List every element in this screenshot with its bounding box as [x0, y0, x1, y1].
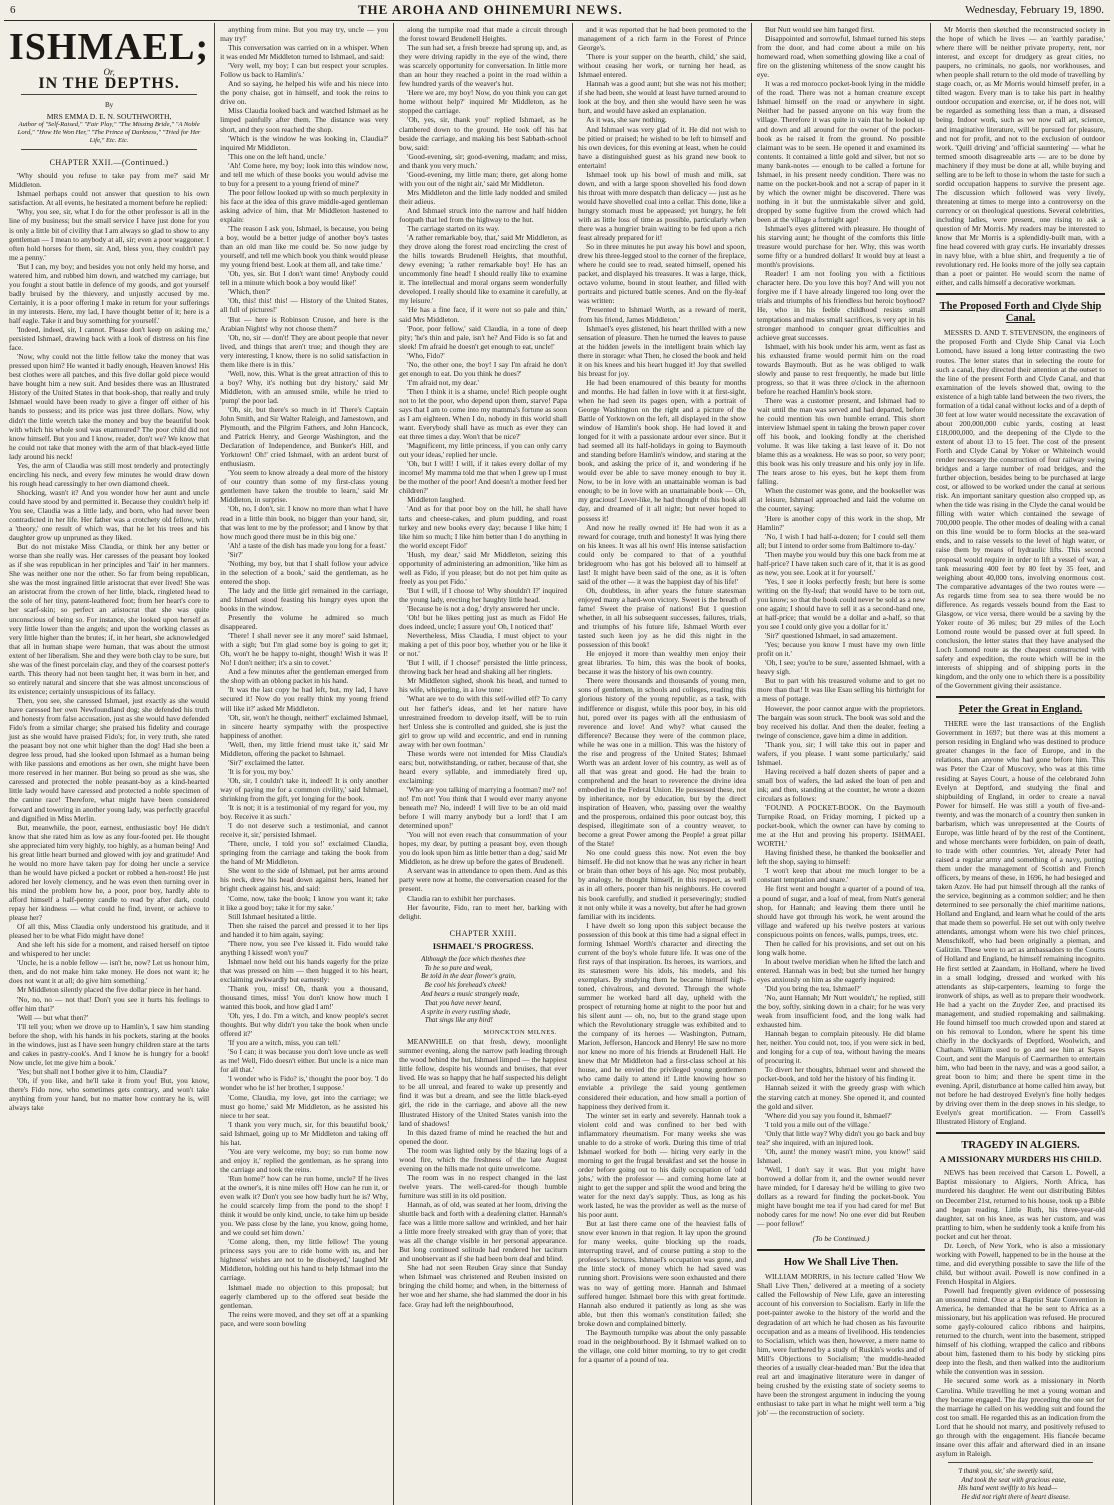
- paragraph: Ishmael's eyes glistened, his heart thrilled with a new sensation of pleasure. Then he turned the leaves to pause at the hidden jewels in the intelligent brain which lay there in storage: what Then, he closed the book and held it on his knees and his heart hugged it! Joy that swelled his breast for joy.: [578, 323, 747, 378]
- verse-line: His hand went swiftly to his head—: [958, 1484, 1058, 1493]
- paragraph: 'FOUND. A POCKET-BOOK. On the Baymouth Turnpike Road, on Friday morning, I picked up a pocket-book, which the owner can have by coming to me at the Hut and proving his property. ISHMAEL WORTH.': [757, 803, 926, 849]
- section-divider: [757, 1249, 925, 1251]
- paragraph: THERE were the last transactions of the English Government in 1697; but there was at this moment a person residing in England who was destined to produce greater changes in the face of Europe, and in the relations, than anyone who had gone before him. This was Peter the Czar of Muscovy, who was at this time residing at Sayes Court, a house of the celebrated John Evelyn at Deptford, and studying the final and shipbuilding of England, in order to create a naval Power for himself. He was still a youth of five-and-twenty, and was the monarch of a country then sunken in barbarism, which was unrepresented at the Courts of Europe, was little heard of by the rest of the Continent, and whose merchants were forbidden, on pain of death, to trade with other countries. Yet, already Peter had raised a regular army and something of a navy, putting them under the management of Scottish and French officers, by means of these, in 1696, he had besieged and taken Azov. He had put himself through all the ranks of the service, beginning as a common soldier; and he then determined to see personally the chief maritime nations, Holland and England, and learn what he could of the arts that made them so powerful. He set out with only twelve attendants, amongst whom were his two chief princes, Menschikoff, who had been originally a pieman, and Galitzin. These were to act as ambassadors to the Courts of Holland and England, he himself remaining incognito. He first settled at Zaandam, in Holland, where he lived in a small lodging, dressed and worked with his attendants as ship-carpenters, learning to forge the ironwork of ships, as well as to prepare their woodwork. He had a yacht on the Zuyder Zee, and practised its management, and studied ropemaking and sailmaking. He found himself too much crowded upon and stared at on his removal to London, where he spent his time chiefly in the dockyards of Deptford, Woolwich, and Chatham. William used to go and see him at Sayes Court, and sent the Marquis of Caermarthen to entertain him, who had been in the navy, and was a good sailor, a great boon to him; and there he spent time in the evening. April, disturbance at home called him away, but not before he had destroyed Evelyn's fine holly hedges by driving over them in the deep snows in his sledge, to Evelyn's great mortification. — From Cassell's Illustrated History of England.: [936, 719, 1105, 1127]
- paragraph: But at last there came one of the heaviest falls of snow ever known in that region. It lay upon the ground for many weeks, quite blocking up the roads, interrupting travel, and of course putting a stop to the professor's lectures. Ishmael's occupation was gone, and the little stock of money which he had saved was running short. Provisions were soon exhausted and there was no way of getting more. Hannah and Ishmael suffered hunger. Ishmael bore this with great fortitude. Hannah also endured it patiently as long as she was able, but then this woman's constitution failed; she broke down and complained bitterly.: [578, 1219, 747, 1328]
- paragraph: Ishmael perhaps could not answer that question to his own satisfaction. At all events, he hesitated a moment before he replied:: [9, 189, 210, 208]
- paragraph: 'You are very welcome, my boy; so run home now and enjoy it,' replied the gentleman, as he sprang into the carriage and took the reins.: [220, 1146, 389, 1174]
- section-divider: [936, 293, 1105, 295]
- paragraph: 'There is your supper on the hearth, child,' she said, without ceasing her work, or turning her head, as Ishmael entered.: [578, 52, 747, 80]
- paragraph: 'No, aunt Hannah; Mr Nutt wouldn't,' he replied, still the boy, softly, sinking down in a chair; for he was very weak from insufficient food, and the long walk had exhausted him.: [757, 993, 926, 1030]
- article-body: [578, 25, 746, 1364]
- paragraph: 'Ah! a taste of the dish has made you long for a feast.': [228, 540, 387, 550]
- paragraph: 'It is not; it is a testimonial of my regard for you, my boy. Receive it as such.': [220, 803, 389, 822]
- paragraph: 'This one on the left hand, uncle.': [228, 151, 327, 161]
- paragraph: 'Oh, I see; you're to be sure,' assented Ishmael, with a heavy sigh.: [757, 658, 926, 677]
- paragraph: 'Here is another copy of this work in the shop, Mr Hamlin?': [757, 513, 926, 532]
- paragraph: Mr Middleton silently placed the five dollar piece in her hand.: [17, 985, 202, 995]
- verse-line: 'I thank you, sir,' she sweetly said,: [958, 1466, 1053, 1475]
- paragraph: To divert her thoughts, Ishmael went and showed the pocket-book, and told her the history of his finding it.: [757, 1065, 926, 1084]
- paragraph: Presently the volume he admired so much disappeared.: [220, 613, 389, 632]
- paragraph: The room was lighted only by the blazing logs of a wood fire, which the freshness of the late August evening on the hills made not quite unwelcome.: [399, 1145, 568, 1173]
- paragraph: 'Which is the window he was looking in, Claudia?' inquired Mr Middleton.: [220, 133, 389, 152]
- paragraph: 'Good-evening, my little man; there, get along home with you out of the night air,' said Mr Middleton.: [399, 169, 568, 188]
- paragraph: 'Because he is not a dog,' dryly answered her uncle.: [407, 604, 560, 613]
- poem-attribution: MONCKTON MILNES.: [483, 1029, 558, 1037]
- verse-line: He did not right there of heart disease.: [958, 1493, 1071, 1502]
- paragraph: Powell had frequently given evidence of possessing an unsound mind. Once at a Baptist State Convention in America, he demanded that he be sent to Africa as a missionary, but his application was refused. He procured some gayly-coloured calico ribbons and hairpins, returned to the church, went into the basement, stripped himself of his clothing, wrapped the calico and ribbons about him, fastened them to his body by sticking pins deep into the flesh, and then walked into the auditorium while the convention was in session.: [936, 1286, 1105, 1377]
- paragraph: Dr. Leech, of New York, who is also a missionary working with Powell, happened to be in the house at the time, and did everything possible to save the life of the child, but without avail. Powell is now confined in a French Hospital in Algiers.: [936, 1240, 1105, 1286]
- paragraph: These words were not intended for Miss Claudia's ears; but, notwithstanding, or rather, because of that, she heard every syllable, and immediately fired up, exclaiming:: [399, 748, 568, 785]
- paragraph: 'But I will, if I choose to! Why shouldn't I?' inquired the young lady, erecting her haughty little head.: [399, 585, 568, 604]
- paragraph: 'I told you a mile out of the village.': [765, 1119, 871, 1129]
- paragraph: 'Run home?' how can he run home, uncle? If he lives at the owner's, it is nine miles off! How can he run it, or even walk it? Don't you see how badly hurt he is? Why, he could scarcely limp from the pond to the shop! I think it would be only kind, uncle, to take him up beside you. We pass close by the lane, you know, going home, and we could set him down.': [220, 1173, 389, 1238]
- section-heading-algiers: TRAGEDY IN ALGIERS.: [961, 1140, 1080, 1152]
- paragraph: 'A rather remarkable boy, that,' said Mr Middleton, as they drove along the forest road encircling the crest of the hills towards Brudenell Heights, that mouthful, dewy evening; 'a rather remarkable boy! He has an uncommonly fine head! I should really like to examine it. The intellectual and moral organs seem wonderfully developed. I really should like to examine it carefully, at my leisure.': [399, 233, 568, 306]
- paragraph: Ishmael made no objection to this proposal; but eagerly clambered up to the offered seat beside the gentleman.: [220, 1282, 389, 1310]
- paragraph: 'He has a fine face, if it were not so pale and thin,' said Mrs Middleton.: [399, 305, 568, 324]
- paragraph: 'Only that little way? Why didn't you go back and buy tea?' she inquired, with an injured look.: [757, 1128, 926, 1147]
- paragraph: 'Well, I don't say it was. But you might have borrowed a dollar from it, and the owner would never have minded, for I daresay he'd be willing to give two dollars as a reward for finding the pocket-book. You might have bought me tea if you had cared for me! But nobody cares for me now! No one ever did but Reuben — poor fellow!': [757, 1164, 926, 1229]
- paragraph: He enjoyed it more than wealthy men enjoy their great libraries. To him, this was the book of books, because it was the history of his own country.: [578, 649, 747, 677]
- paragraph: 'Oh, no, I don't, sir. I know no more than what I have read in a little thin book, no bigger than your hand, sir, that was lent to me by the professor; and I know by that how much good there must be in this big one.': [220, 504, 389, 541]
- byline-by: By: [104, 101, 114, 110]
- paragraph: Reader! I am not fooling you with a fictitious character here. Do you love this boy? And will you not forgive me if I have already lingered too long over the trials and triumphs of his friendless but heroic boyhood? He, who in his feeble childhood resists small temptations and makes small sacrifices, is very apt in his stronger manhood to conquer great difficulties and achieve great successes.: [757, 269, 926, 342]
- paragraph: Mr Morris then sketched the reconstructed society in the hope of which he lives — an 'earthly paradise,' where there will be neither private property, rent, nor interest, and except for drudgery as great cities, no paupers, no criminals, no gaols, nor workhouses, and when people shall return to the old mode of travelling by stage coach, or, as Mr Morris would himself prefer, in a tilted wagon. Every man is to take his part in healthy outdoor occupation and exercise, or, if he does not, will be regarded as something less than a man, a diseased being. Indoor work, such as we now call art, science, and imaginative literature, will be pursued for pleasure, and not for profit, and not to the exclusion of outdoor work. 'Quill driving' and 'official sauntering' — what he termed smooth disagreeable arts — are to be done by machinery if they must be done at all, while buying and selling are to be left to those in whom the taste for such a sordid occupation happens to survive the present age. The discussion which followed was very lively, threatening at times to merge into a controversy on the currency or on theological questions. Several celebrities, including ladies, were present, one rising to ask a question of Mr Morris. My readers may be interested to know that Mr Morris is a splendidly-built man, with a fine head covered with gray curls. He invariably dresses in navy blue, with a blue shirt, and frequently a tie of revolutionary red. He looks more of the jolly sea captain than a poet or painter. He would scorn the name of either, and calls himself a decorative workman.: [936, 25, 1105, 288]
- paragraph: 'I wonder who is Fido? is,' thought the poor boy. 'I do wonder who he is! her brother, I suppose.': [220, 1074, 389, 1093]
- verse-line: That you have never heard,: [421, 998, 502, 1007]
- paragraph: 'No, no, no — not that! Don't you see it hurts his feelings to offer him that?': [9, 994, 210, 1013]
- paragraph: The carriage started on its way.: [407, 224, 500, 234]
- paragraph: Then, you see, she caressed Ishmael, just exactly as she would have caressed her own Newfoundland dog; she defended his truth and honesty from false accusation, just as she would have defended Fido's from a similar charge; she praised his fidelity and courage just as she would have praised Fido's; for, in very truth, she rated the peasant boy not one whit higher than the dog! Had she been a degree less proud, had she looked upon Ishmael as a human being with like passions and emotions as her own, she might have been more reserved in her manner. But being so proud as she was, she caressed and protected the noble peasant-boy as a kind-hearted little lady would have caressed and protected a noble specimen of the canine race! Therefore, what might have been considered forward and towering in another young lady, was perfectly graceful and dignified in Miss Merlin.: [9, 695, 210, 823]
- paragraph: And so saying, he helped his wife and his niece into the pony chaise, got in himself, and took the reins to drive on.: [220, 79, 389, 107]
- paragraph: 'Ah! Come here, my boy; look into this window now, and tell me which of these books you would advise me to buy for a present to a young friend of mine?': [220, 160, 389, 188]
- paragraph: 'Come, now, take the book; I know you want it; take it like a good boy; take it for my sake.': [220, 893, 389, 912]
- paragraph: along the turnpike road that made a circuit through the forest toward Brudenell Heights.: [399, 25, 568, 44]
- paragraph: 'Yes; but shall not I bother give it to him, Claudia?': [17, 1066, 168, 1076]
- paragraph: 'Oh, yes, sir. But I don't want time! Anybody could tell in a minute which book a boy would like!': [220, 269, 389, 288]
- paragraph: No one could guess this now. Not even the boy himself. He did not know that he was any richer in heart or brain than other boys of his age. No; most probably, by analogy, he thought himself, in this respect, as well as in all others, poorer than his neighbours. He covered his book carefully, and studied it perseveringly; studied it not only while it was a novelty, but after he had grown familiar with its incidents.: [578, 848, 747, 921]
- author-name: MRS EMMA D. E. N. SOUTHWORTH,: [46, 112, 172, 122]
- paragraph: 'I do not deserve such a testimonial, and cannot receive it, sir,' persisted Ishmael.: [220, 821, 389, 840]
- paragraph: Hannah seized it with the greedy grasp with which the starving catch at money. She opened it, and counted the gold and silver.: [757, 1083, 926, 1111]
- paragraph: This conversation was carried on in a whisper. When it was ended Mr Middleton turned to Ishmael, and said:: [220, 43, 389, 62]
- verse-line: Although the face which thenhes thee: [421, 954, 526, 963]
- article-body: [936, 25, 1105, 287]
- paragraph: 'Why, you see, sir, what I do for the other professor is all in the line of my business; but the small service I have just done for you is only a little bit of civility that I am always so glad to show to any gentleman — I mean to anybody at all, sir; even a poor waggoner. I often hold horses for them, sir. And, bless you, they couldn't pay me a penny.': [9, 207, 210, 262]
- chapter-subtitle: ISHMAEL'S PROGRESS.: [432, 940, 534, 951]
- paragraph: 'Presented to Ishmael Worth, as a reward of merit, from his friend, James Middleton.': [578, 305, 747, 324]
- paragraph: Her favourite, Fido, ran to meet her, barking with delight.: [399, 902, 568, 921]
- paragraph: 'I won't keep that about me much longer to be a constant temptation and snare.': [757, 866, 926, 885]
- paragraph: 'Well — but what then?': [17, 1012, 89, 1022]
- paragraph: Middleton laughed.: [407, 495, 465, 505]
- paragraph: Having received a half dozen sheets of paper and a small box of wafers, the lad asked the loan of pen and ink; and then, standing at the counter, he wrote a dozen circulars as follows:: [757, 766, 926, 803]
- article-body: [399, 1037, 567, 1308]
- paragraph: 'Oh, aunt! the money wasn't mine, you know!' said Ishmael.: [757, 1146, 926, 1165]
- column-5: [752, 23, 931, 1505]
- paragraph: It was a red morocco pocket-book lying in the middle of the road. There was not a human creature except Ishmael himself on the road or anywhere in sight. Neither had he passed anyone on his way from the village. Therefore it was quite in vain that he looked up and down and all around for the owner of the pocket-book as he raised it from the ground. No possible claimant was to be seen. He opened it and examined its contents. It contained a little gold and silver, but not so many bank-notes — enough to be called a fortune for Ishmael, in his present needy condition. There was no name on the pocket-book and not a scrap of paper in it by which the owner might be discovered. There was nothing in it but the unmistakable silver and gold, dropped by some fugitive from the crowd which had been at the village a fortnight ago!: [757, 79, 926, 224]
- paragraph: 'Did you bring the tea, Ishmael?': [765, 983, 861, 993]
- paragraph: 'You seem to know already a deal more of the history of our country than some of my first-class young gentlemen have taken the trouble to learn,' said Mr Middleton, in surprise.: [220, 468, 389, 505]
- story-title: ISHMAEL;: [9, 26, 210, 68]
- article-body: [757, 25, 925, 1228]
- article-body: [399, 25, 567, 921]
- paragraph: 'No, I wish I had half-a-dozen; for I could sell them all; but I intend to order some from Baltimore to-day.': [757, 531, 926, 550]
- paragraph: In about twelve meridian when he lifted the latch and entered. Hannah was in bed; but she turned her hungry eyes anxiously on him as she eagerly inquired:: [757, 956, 926, 984]
- paragraph: WILLIAM MORRIS, in his lecture called 'How We Shall Live Then,' delivered at a meeting of a society called the Fellowship of New Life, gave an interesting account of his conversion to Socialism. Early in life the poet-painter awoke to the history of the world and the degradation of art which he had chosen as his favourite occupation and as a means of livelihood. His tendencies to Socialism, which was then, however, a mere name to him, were furthered by a study of Ruskin's works and of Mill's Objections to Socialism; 'the muddle-headed theories of a usually clear-headed man.' But the idea that real art and imaginative literature were in danger of being crushed by the existing state of society seems to have been the strongest argument in inducing the young enthusiast to take part in what he might well term a 'big job' — the reconstruction of society.: [757, 1272, 926, 1417]
- paragraph: Ishmael's eyes glittered with pleasure. He thought of his starving aunt; he thought of the comforts this little treasure would purchase for her. Why, this was worth some fifty or a hundred dollars! It would buy at least a month's provisions.: [757, 224, 926, 270]
- page-number: 6: [10, 4, 16, 16]
- paragraph: 'What are we to do with this self-willed elf? To carry out her father's ideas, and let her nature have unrestrained freedom to develop itself, will be to ruin her! Unless she is controlled and guided, she is just the girl to grow up wild and eccentric, and end in running away with her own footman.': [399, 694, 568, 749]
- paragraph: Oh, doubtless, in after years the future statesman enjoyed many a hard-won victory. Sweet is the breath of fame! Sweet the praise of nations! But I question whether, in all his subsequent successes, failures, trials, and triumphs of his future life, Ishmael Worth ever tasted such keen joy as he did this night in the possession of this book!: [578, 585, 747, 650]
- paragraph: 'I'll tell you; when we drove up to Hamlin's, I saw him standing before the shop, with his hands in his pockets, staring at the books in the windows, just as I have seen hungry children stare at the tarts and cakes in pastry-cook's. And I know he is hungry for a book! Now uncle, let me give him a book.': [9, 1021, 210, 1067]
- article-body: [9, 171, 209, 1112]
- paragraph: 'Come along, then, my little fellow! The young princess says you are to ride home with us, and her highness' wishes are not to be disobeyed,' laughed Mr Middleton, holding out his hand to help Ishmael into the carriage.: [220, 1237, 389, 1283]
- paragraph: In this dazed frame of mind he reached the hut and opened the door.: [399, 1127, 568, 1146]
- paragraph: 'Yes; because you know I must have my own little profit on it.': [757, 640, 926, 659]
- paragraph: But do not mistake Miss Claudia, or think her any better or worse than she really was. Her caresses of the peasant boy looked as if she was republican in her principles and 'fair' in her manners. She was neither one nor the other. So far from being republican, she was the most ingrained little aristocrat that ever lived! She was an aristocrat from the crown of her little, black, ringleted head to the sole of her tiny, patent-leathered foot; from her heart's core to her scarf-skin; so perfect an aristocrat that she was quite unconscious of being so. For instance, she looked upon herself as very little lower than the angels; and upon the working classes as very little higher than the brutes; if, in her heart, she acknowledged that all in human shape were human, that was about the utmost extent of her liberalism. She and they were both clay to be sure, but she was of the finest porcelain clay, and they of the coarsest potter's earth. This theory had not been taught her, it was born in her, and so entirely natural and sincere that she was almost unconscious of its existence; certainly unsuspicious of its fallacy.: [9, 542, 210, 696]
- paragraph: 'But I will, if I choose!' persisted the little princess, throwing back her head and shaking all her ringlets.: [399, 658, 568, 677]
- paragraph: Then she raised the parcel and pressed it to her lips and handed it to him again, saying:: [220, 920, 389, 939]
- paragraph: 'Well, then, my little friend must take it,' said Mr Middleton, offering the packet to Ishmael.: [220, 739, 389, 758]
- paragraph: 'Oh! but he likes petting just as much as Fido! He does indeed, uncle; I assure you! Oh, I noticed that!': [399, 613, 568, 632]
- paragraph: 'There now, you see I've kissed it. Fido would take anything I kissed! won't you?': [220, 938, 389, 957]
- paragraph: 'Who are you talking of marrying a footman? me? no! no! I'm not! You think that I would ever marry anyone beneath me? No, indeed! I will live to be an old maid before I will marry anybody but a lord! that I am determined upon!': [399, 784, 568, 831]
- chapter-heading: CHAPTER XXII.—(Continued.): [49, 158, 169, 168]
- paragraph: When the customer was gone, and the bookseller was at leisure, Ishmael approached and laid the volume on the counter, saying:: [757, 486, 926, 514]
- paragraph: MESSRS D. AND T. STEVENSON, the engineers of the proposed Forth and Clyde Ship Canal via Loch Lomond, have issued a long letter contrasting the two routes. The letter states that in selecting the route for such a canal, they directed their attention at the outset to the line of the present Forth and Clyde Canal, and that examination of the levels showed that, owing to the existence of a high table land between the two rivers, the formation of a tidal canal without locks and of a depth of 30 feet at low water would necessitate the excavation of about 200,000,000 cubic yards, costing at least £18,000,000, and the deepening of the Clyde to the extent of about 13 to 15 feet. The cost of the present Forth and Clyde Canal by Yoker or Whiteinch would render necessary the construction of four railway swing bridges and a large number of road bridges, and the further objection, besides being to be purchased at large cost, or allowed to be worked under the canal at serious risk. An important sanitary question also cropped up, as when the tide was rising in the Clyde the canal would be filling with water which contained the sewage of 700,000 people. The other modes of dealing with a canal on this line would be to form blocks at the sea-ward ends, and to raise vessels to the level of high water, or raise them by means of hydraulic lifts. This second proposal would require in order to lift a vessel of war, a tank measuring 400 feet by 80 feet by 35 feet, and weighing about 40,000 tons, involving enormous cost. The comparative advantages of the two routes were — As regards time from sea to sea there would be no difference. As regards vessels bound from the East to Glasgow, or vice versa, there would be a saving by the Yoker route of 36 miles; but 29 miles of the Loch Lomond route would be passed over at full speed. In conclusion, the letter states that they have analysed the Loch Lomond route as the cheapest constructed with safety and expedition, the route which will be in the interests of shipping and of shipping ports in the kingdom, and the only one to which there is a possibility of the Government giving their assistance.: [936, 328, 1105, 691]
- paragraph: She went to the side of Ishmael, put her arms around his neck, drew his head down against hers, leaned her bright cheek against his, and said:: [220, 866, 389, 894]
- verse-line: And bears a music strangely made,: [421, 989, 520, 998]
- paragraph: 'No, the other one, the boy! I say I'm afraid he don't get enough to eat. Do you think he does?': [399, 359, 568, 378]
- paragraph: 'Magnificent, my little princess, if you can only carry out your ideas,' replied her uncle.: [399, 441, 568, 460]
- verse-line: Be cool his forehead's cheek!: [421, 981, 507, 990]
- column-2: [215, 23, 394, 1505]
- paragraph: 'But — here is Robinson Crusoe, and here is the Arabian Nights! why not choose them?': [220, 314, 389, 333]
- section-heading-peter: Peter the Great in England.: [958, 704, 1083, 716]
- column-6: [931, 23, 1110, 1505]
- verse-line: And took the seat with gracious ease,: [958, 1475, 1066, 1484]
- paragraph: And Ishmael was very glad of it. He did not wish to be pitied or praised; he wished to be left to himself and his own devices, for this evening at least, when he could have a distinguished guest as his grand new book to entertain!: [578, 124, 747, 170]
- paragraph: Ishmael took up his bowl of mush and milk, sat down, and with a large spoon shovelled his food down his throat with more despatch than delicacy — just as he would have shovelled coal into a cellar. This done, like a hungry stomach must be appeased; yet hungry, he felt with as little loss of time as possible, particularly when there was a hungrier brain waiting to be fed upon a rich feast already prepared for it!: [578, 169, 747, 243]
- paragraph: NEWS has been received that Carson L. Powell, a Baptist missionary to Algiers, North Africa, has murdered his daughter. He went out distributing Bibles on December 21st, returned to his house, took up a Bible and began reading. Little Ruth, his three-year-old daughter, sat on his knee, as was her custom, and was prattling to him, when he suddenly took a knife from his pocket and cut her throat.: [936, 1168, 1105, 1241]
- article-body: [936, 1168, 1105, 1458]
- paragraph: The sun had set, a fresh breeze had sprung up, and, as they were driving rapidly in the eye of the wind, there was scarcely opportunity for conversation. In little more than an hour they reached a point in the road within a few hundred yards of the weaver's hut.: [399, 43, 568, 89]
- paragraph: The Baymouth turnpike was about the only passable road in the neighbourhood. By it Ishmael walked on to the village, one cold bitter morning, to try to get credit for a quarter of a pound of tea.: [578, 1327, 747, 1364]
- divider: [21, 94, 197, 95]
- paragraph: 'Now, why could not the little fellow take the money that was pressed upon him? He wanted it badly enough, Heaven knows! His best clothes were all patches, and this five dollar gold piece would have bought him a new suit. And besides there was an Illustrated History of the United States in that book-shop, that really and truly Ishmael would have been ready to give a finger off either of his hands to possess; and its price was just three dollars. Now, why didn't the little wretch take the money and buy the beautiful book with which his whole soul was enamoured? The poor child did not know himself. But you and I know, reader, don't we? We know that he could not take that money with the arm of that black-eyed little lady around his neck!: [9, 352, 210, 461]
- column-3: [394, 23, 573, 1505]
- paragraph: Hannah was a good aunt; but she was not his mother; if she had been, she would at least have turned around to look at the boy, and then she would have seen he was hurt, and would have asked an explanation.: [578, 79, 747, 116]
- paragraph: Ishmael, with his book under his arm, went as fast as his exhausted frame would permit him on the road towards Baymouth. But as he was obliged to walk slowly and pause to rest frequently, he made but little progress, so that it was three o'clock in the afternoon before he reached Hamlin's book store.: [757, 341, 926, 396]
- paragraph: There was a customer present, and Ishmael had to wait until the man was served and had departed, before he could mention his own humble errand. This short interview Ishmael spent in taking the brown paper cover off his book, and looking fondly at the cherished volume. It was like taking a last leave of it. Do not blame this as a weakness. He was so poor, so very poor; this book was his only treasure and his only joy in life. The tears arose to his eyes, but he kept them from falling.: [757, 395, 926, 487]
- paragraph: But to part with his treasured volume and to get no more than that! It was like Esau selling his birthright for a mess of pottage.: [757, 676, 926, 704]
- article-body: [757, 1272, 925, 1417]
- paragraph: 'Good-evening, sir; good-evening, madam; and miss, and thank you very much.': [399, 151, 568, 170]
- paragraph: 'Oh, sir, I couldn't take it, indeed! It is only another way of paying me for a common civility,' said Ishmael, shrinking from the gift, yet longing for the book.: [220, 775, 389, 803]
- section-heading-how-we-shall-live: How We Shall Live Then.: [783, 1257, 899, 1269]
- paragraph: But, meanwhile, the poor, earnest, enthusiastic boy! He didn't know that she rated him as low as any four-footed pet. He thought she appreciated him very highly, too highly, as a human being! And his great little heart burned and glowed with joy and gratitude! And he would no more have taken pay for doing her uncle a service than he would have picked a pocket or robbed a hen-roost! He just adored her lovely clemency, and he was even then turning over in his mind the problem how he, a poor, poor boy, hardly able to afford himself a half-penny candle to read by after dark, could repay her kindness — what could he find, invent, or achieve to please her?: [9, 822, 210, 923]
- chapter-heading-2: CHAPTER XXIII.: [449, 928, 517, 938]
- paragraph: 'Well, now, this. What is the great attraction of this to a boy? Why, it's nothing but dry history,' said Mr Middleton, with an amused smile, while he tried to 'pump' the poor lad.: [220, 368, 389, 405]
- paragraph: 'It was the last copy he had left, but, my lad, I have secured it! Now do you really think my young friend will like it?' asked Mr Middleton.: [220, 685, 389, 713]
- paragraph: 'Oh, yes, sir, thank you!' replied Ishmael, as he clambered down to the ground. He took off his hat beside the carriage, and making his best Sabbath-school bow, said:: [399, 115, 568, 152]
- paragraph: 'Oh, if you like, and he'll take it from you! But, you know, there's Fido now, who sometimes gets contrary, and won't take anything from your hand, but no matter how contrary he is, will always take: [9, 1075, 210, 1113]
- paragraph: Yes, the arm of Claudia was still most tenderly and protectingly encircling his neck, and every few minutes he would draw down his rough head caressingly to her own diamond cheek.: [9, 460, 210, 488]
- paragraph: Then he called for his provisions, and set out on his long walk home.: [757, 938, 926, 957]
- paragraph: 'Oh, this! this! this! — History of the United States, all full of pictures!': [220, 296, 389, 315]
- columns: [4, 23, 1110, 1502]
- paragraph: 'Indeed, indeed, sir, I cannot. Please don't keep on asking me,' persisted Ishmael, drawing back with a look of distress on his fine face.: [9, 325, 210, 353]
- paragraph: 'There, uncle, I told you so!' exclaimed Claudia, springing from the carriage and taking the book from the hand of Mr Middleton.: [220, 839, 389, 867]
- column-4: [573, 23, 752, 1505]
- paragraph: Still Ishmael hesitated a little.: [228, 911, 317, 921]
- paragraph: 'If you are a witch, miss, you can tell.': [228, 1038, 341, 1048]
- paragraph: 'The reason I ask you, Ishmael, is because, you being a boy, would be a better judge of another boy's tastes than an old man like me could be. So now judge by yourself, and tell me which book you think would please my young friend best. Look at them all, and take time.': [220, 224, 389, 270]
- paragraph: 'Yes, I see it looks perfectly fresh; but here is some writing on the fly-leaf; that would have to be torn out, you know; so that the book could never be sold as a new one again; I should have to sell it as a second-hand one, at half-price; that would be a dollar and a-half, so that you see I could only give you a dollar for it.': [757, 576, 926, 632]
- paragraph: But Nutt would see him hanged first.: [765, 25, 875, 34]
- paragraph: 'Nothing, my boy, but that I shall follow your advice in the selection of a book,' said the gentleman, as he entered the shop.: [220, 558, 389, 586]
- paragraph: And she left his side for a moment, and raised herself on tiptoe and whispered to her uncle:: [9, 940, 210, 959]
- paragraph: 'Oh, but I will! I will, if it takes every dollar of my income! My mamma told me that when I grew up I must be the mother of the poor! And doesn't a mother feed her children?': [399, 459, 568, 496]
- paragraph: And a few minutes after the gentleman emerged from the shop with an oblong packet in his hand.: [220, 667, 389, 686]
- paragraph: A servant was in attendance to open them. And as this party were now at home, the conversation ceased for the present.: [399, 866, 568, 894]
- paragraph: 'Sir?': [228, 549, 243, 559]
- masthead: [4, 0, 1110, 21]
- section-subheading-algiers: A MISSIONARY MURDERS HIS CHILD.: [939, 1154, 1102, 1165]
- paragraph: Mr Middleton sighed, shook his head, and turned to his wife, whispering, in a low tone:: [399, 676, 568, 695]
- paragraph: However, the poor cannot argue with the proprietors. The bargain was soon struck. The book was sold and the boy received his dollar. And then the dealer, feeling a twinge of conscience, gave him a dime in addition.: [757, 703, 926, 740]
- section-divider: [936, 696, 1105, 698]
- paragraph: Having finished these, he thanked the bookseller and left the shop, saying to himself:: [757, 848, 926, 867]
- paragraph: 'Oh, yes, I do. I'm a witch, and know people's secret thoughts. But why didn't you take the book when uncle offered it?': [220, 1011, 389, 1039]
- paragraph: Shocking, wasn't it? And you wonder how her aunt and uncle could have stood by and permitted it. Because they couldn't help it! You see, Claudia was a little lady, and born, who had never been contradicted in her life. Her father was a crotchety old fellow, with a 'theory,' one result of which was, that he let his trees and his daughter grow up unpruned as they liked.: [9, 487, 210, 543]
- paragraph: The room was in no respect changed in the last twelve years. The well-cared-for though humble furniture was still in its old position.: [399, 1172, 568, 1200]
- paragraph: He had been enamoured of this beauty for months and months. He had fallen in love with it at first-sight, when he had seen its pages open, with a portrait of George Washington on the right and a picture of the Battle of Yorktown on the left, all displayed in the show window of Hamlin's book shop. He had loved it and longed for it with a passionate ardour ever since. But it had seemed all its half-holidays in going to Baymouth and standing before Hamlin's window, and staring at the book, and asking the price of it, and wondering if he would ever be able to save money enough to buy it. Now, to be in love with an unattainable woman is bad enough; to be in love with an unattainable book — Oh, my gracious! Lover-like, he had thought of this book all day, and dreamed of it all night; but never hoped to possess it!: [578, 377, 747, 523]
- paragraph: 'Sir?' exclaimed the latter.: [228, 757, 305, 767]
- story-subtitle: IN THE DEPTHS.: [38, 75, 180, 93]
- paragraph: Hannah began to complain piteously. He did blame her, neither. You could not, too, if you were sick in bed, and longing for a cup of tea, without having the means of procuring it.: [757, 1029, 926, 1066]
- paragraph: The winter set in early and severely. Hannah took a violent cold and was confined to her bed with inflammatory rheumatism. For many weeks she was unable to do a stroke of work. During this time of trial Ishmael worked for both — hiring very early in the morning to get the frugal breakfast and set the house in order before going out to his daily occupation of 'odd jobs,' with the professor — and coming home late at night to get the supper and split the wood and bring the water for the next day's supply. Thus, as long as his work lasted, he was the provider as well as the nurse of his poor aunt.: [578, 1110, 747, 1220]
- paragraph: 'Oh, sir, won't he though, neither!' exclaimed Ishmael, in sincere hearty sympathy with the prospective happiness of another.: [220, 712, 389, 740]
- paragraph: 'But I can, my boy; and besides you not only held my horse, and watered him, and rubbed him down, and watched my carriage, but you fought a stout battle in defence of my goods, and got yourself badly bruised by the thievery, and unjustly accused by me. Certainly, it is a poor offering I make in return for your sufferings in my interests. Here, my lad, I have thought better of it; here is a half eagle. Take it and buy something for yourself.': [9, 261, 210, 325]
- paragraph: There were thousands and thousands of young men, sons of gentlemen, in schools and colleges, reading this glorious history of the young republic, as a task, with indifference or disgust, while this poor boy, in his old hut, pored over its pages with all the enthusiasm of reverence and love! And why? what caused the difference? Because they were of the common place, while he was one in a million. This was the history of the rise and progress of the United States; Ishmael Worth was an ardent lover of his country, as well as of all that was great and good. He had the brain to comprehend and the heart to reverence the divine idea embodied in the Federal Union. He possessed these, not by inheritance, nor by education, but by the direct inspiration of Heaven, who, passing over the wealthy and the prosperous, ordained this poor outcast boy, this despised, illegitimate son of a country weaver, to become a great Power among the People! a great pillar of the State!: [578, 676, 747, 849]
- paragraph: MEANWHILE on that fresh, dewy, moonlight summer evening, along the narrow path leading through the wood behind the hut, Ishmael limped — the happiest little fellow, despite his wounds and bruises, that ever lived. He was so happy that he half suspected his delight to be all unreal, and feared to wake up presently and find it was but a dream, and see the little black-eyed girl, the ride in the carriage, and above all the new Illustrated History of the United States vanish into the land of shadows!: [399, 1037, 568, 1128]
- paragraph: And now he really owned it! He had won it as a reward for courage, truth and honesty! It was lying there on his knees. It was all his own! His intense satisfaction could only be compared to that of a youthful bridegroom who has got his beloved all to himself at last! It might have been said of the one, as it is 'often said of the other — it was the happiest day of his life!': [578, 522, 747, 586]
- paragraph: He secured some work as a missionary in North Carolina. While travelling he met a young woman and they became engaged. The day preceding the one set for the marriage he called on his wedding suit and found the cost too small. He regarded this as an indication from the Lord that he should not marry, and positively refused to go through with the engagement. His fiancée became insane over this affair and afterward died in an insane asylum in Raleigh.: [936, 1376, 1105, 1458]
- paragraph: 'Oh, no, sir — don't! They are about people that never lived, and things that aren't true; and though they are very interesting, I know, there is no solid satisfaction in them like there is in this.': [220, 332, 389, 369]
- paragraph: 'Thank you, sir; I will take this out in paper and wafers, if you please. I want some particularly,' said Ishmael.: [757, 739, 926, 767]
- closing-verse: [958, 1467, 1105, 1502]
- verse-line: That sings like any bird!: [421, 1016, 493, 1025]
- paragraph: The reins were moved, and they set off at a spanking pace, and were soon bowling: [220, 1309, 389, 1328]
- to-be-continued: (To be Continued.): [812, 1234, 870, 1244]
- paragraph: 'Why should you refuse to take pay from me?' said Mr Middleton.: [9, 171, 210, 190]
- paragraph: 'And as for that poor boy on the hill, he shall have tarts and cheese-cakes, and plum pudding, and roast turkey and new books every day; because I like him; I like him so much; I like him better than I do anything in the world except Fido!': [399, 504, 568, 550]
- paragraph: 'Hush, my dear,' said Mr Middleton, seizing this opportunity of administering an admonition, 'like him as well as Fido, if you please; but do not pet him quite as freely as you pet Fido.': [399, 549, 568, 586]
- paragraph: Claudia ran to exhibit her purchases.: [407, 893, 516, 903]
- paragraph: anything from mine. But you may try, uncle — you may try!': [220, 25, 389, 44]
- paragraph: Nevertheless, Miss Claudia, I must object to your making a pet of this poor boy, whether you or he like it or not.': [399, 631, 568, 659]
- paragraph: 'So I can; it was because you don't love uncle as well as me! Well, Fido doesn't either. But uncle is a nice man for all that.': [220, 1047, 389, 1075]
- paragraph: And Ishmael struck into the narrow and half hidden footpath that led from the highway to the hut.: [399, 205, 568, 224]
- paragraph: Hannah, as of old, was seated at her loom, driving the shuttle back and forth with a deafening clatter. Hannah's face was a little more sallow and wrinkled, and her hair a little more freely streaked with gray than of yore; that was all the change visible in her personal appearance. But long continued solitude had rendered her taciturn and unobservant as if she had been born deaf and blind.: [399, 1200, 568, 1264]
- paragraph: 'Which, then?': [228, 287, 271, 297]
- paragraph: 'You will not even reach that consummation of your hopes, my dear, by putting a peasant boy, even though you do look upon him as little better than a dog,' said Mr Middleton, as he drew up before the gates of Brudenell.: [399, 830, 568, 867]
- paragraph: 'Come, Claudia, my love, get into the carriage; we must go home,' said Mr Middleton, as he assisted his niece to her seat.: [220, 1092, 389, 1120]
- newspaper-title: THE AROHA AND OHINEMURI NEWS.: [357, 2, 623, 17]
- paragraph: The lady and the little girl remained in the carriage, and Ishmael stood feasting his hungry eyes upon the books in the window.: [220, 585, 389, 613]
- paragraph: 'Then I think it is a shame, uncle! Rich people ought not to let the poor, who depend upon them, starve! Papa says that I am to come into my mamma's fortune as soon as I am eighteen. When I do, nobody in this world shall want. Everybody shall have as much as ever they can eat three times a day. Won't that be nice?': [399, 386, 568, 442]
- paragraph: 'Who, Fido?': [407, 350, 445, 360]
- paragraph: and it was reported that he had been promoted to the management of a rich farm in the Forest of Prince George's.: [578, 25, 747, 53]
- paragraph: 'Uncle, he is a noble fellow — isn't he, now? Let us honour him, then, and do not make him take money. He does not want it; he does not want it at all; do give him something.': [9, 958, 210, 986]
- paragraph: 'Sir?' questioned Ishmael, in sad amazement.: [765, 631, 898, 641]
- paragraph: 'Then maybe you would buy this one back from me at half-price? I have taken such care of it, that it is as good as new, you see. Look at it for yourself.': [757, 549, 926, 577]
- paragraph: 'It is for you, my boy.': [228, 766, 293, 776]
- paragraph: 'Where did you say you found it, Ishmael?': [765, 1110, 892, 1120]
- article-body: [220, 25, 388, 1328]
- paragraph: The poor fellow looked up with so much perplexity in his face at the idea of this grave middle-aged gentleman asking advice of him, that Mr Middleton hastened to explain:: [220, 187, 389, 224]
- author-credits: Author of "Self-Raised," "Fair Play," "The Missing Bride," "A Noble Lord," "How He Won Her," "The Prince of Darkness," "Tried for Her Life," Etc. Etc.: [17, 121, 201, 145]
- column-1: [4, 23, 215, 1505]
- paragraph: Miss Claudia looked back and watched Ishmael as he limped painfully after them. The distance was very short, and they soon reached the shop.: [220, 106, 389, 134]
- paragraph: She had not seen Reuben Gray since that Sunday when Ishmael was christened and Reuben insisted on bringing the child home; and when, in the bitterness of her woe and her shame, she had slammed the door in his face. Gray had left the neighbourhood,: [399, 1263, 568, 1309]
- paragraph: 'Oh, sir, but there's so much in it! There's Captain John Smith, and Sir Walter Raleigh, and Jamestown, and Plymouth, and the Pilgrim Fathers, and John Hancock, and Patrick Henry, and George Washington, and the Declaration of Independence, and Bunker's Hill, and Yorktown! Oh!' cried Ishmael, with an ardent burst of enthusiasm.: [220, 404, 389, 469]
- epigraph-poem: [421, 955, 567, 1025]
- paragraph: 'Here we are, my boy! Now, do you think you can get home without help?' inquired Mr Middleton, as he stopped the carriage.: [399, 88, 568, 116]
- paragraph: As it was, she saw nothing.: [586, 115, 667, 125]
- article-body: [936, 719, 1105, 1126]
- paragraph: I have dwelt so long upon this subject because the possession of this book at this time had a signal effect in forming Ishmael Worth's character and directing the current of the boy's whole future life. It was one of the first rays of that inspiration. Its heroes, its warriors, and its statesmen were his idols, his models, and his exemplars. By studying them he became himself high-toned, chivalrous, and devoted. Through the whole summer he worked hard all day, upheld with the prospect of returning home at night to the poor hut and his silent aunt — oh, no, but to the grand stage upon which the Revolutionary struggle was exhibited and to the company of its heroes — Washington, Putnam, Marion, Jefferson, Hancock and Henry! He saw no more nor knew no more of his friends at Brudenell Hall. He knew that Mr Middleton had a first-class school at his house, and he envied the privileged young gentlemen who came daily to attend it! Little knowing how so enviable a privilege the said young gentlemen considered their education, and how small a portion of happiness they derived from it.: [578, 920, 747, 1111]
- paragraph: 'Thank you, miss! Oh, thank you a thousand, thousand times, miss! You don't know how much I wanted this book, and how glad I am!': [220, 983, 389, 1012]
- section-divider: [936, 1132, 1105, 1134]
- section-heading-canal: The Proposed Forth and Clyde Ship Canal.: [939, 301, 1102, 325]
- paragraph: Disappointed and sorrowful, Ishmael turned his steps from the door, and had come about a mile on his homeward road, when something glowing like a coal of fire on the glistening whiteness of the snow caught his eye.: [757, 34, 926, 80]
- paragraph: 'I'm afraid not, my dear.': [407, 377, 479, 387]
- paragraph: Ishmael now held out his hands eagerly for the prize that was pressed on him — then hugged it to his heart, exclaiming awkwardly but earnestly:: [220, 956, 389, 984]
- paragraph: 'Very well, my boy; I can but respect your scruples. Follow us back to Hamlin's.': [220, 61, 389, 80]
- issue-date: Wednesday, February 19, 1890.: [965, 4, 1104, 16]
- paragraph: 'Poor, poor fellow,' said Claudia, in a tone of deep pity; 'he's thin and pale, isn't he? And Fido is so fat and sleek! I'm afraid he doesn't get enough to eat, uncle!': [399, 323, 568, 351]
- verse-line: Be told in the dear flower's grain,: [421, 972, 516, 981]
- paragraph: So in three minutes he put away his bowl and spoon, drew his three-legged stool to the corner of the fireplace, where he could see to read, seated himself, opened his packet, and displayed his treasures. It was a large, thick, octavo volume, bound in stout leather, and filled with portraits and pictured battle scenes. And on the fly-leaf was written:: [578, 242, 747, 306]
- verse-line: A sprite in every rustling shade,: [421, 1007, 511, 1016]
- divider: [948, 1462, 1093, 1463]
- paragraph: Of all this, Miss Claudia only understood his gratitude, and it pleased her to be what Fido might have done!: [9, 922, 210, 941]
- story-or: Or,: [103, 67, 115, 77]
- verse-line: To be so pure and weak,: [421, 963, 493, 972]
- divider: [21, 149, 197, 150]
- paragraph: Mrs Middleton and the little lady nodded and smiled their adieus.: [399, 187, 568, 206]
- paragraph: 'I thank you very much, sir, for this beautiful book,' said Ishmael, going up to Mr Middleton and taking off his hat.: [220, 1119, 389, 1147]
- article-body: [936, 328, 1105, 690]
- paragraph: 'There! I shall never see it any more!' said Ishmael, with a sigh; 'but I'm glad some boy is going to get it; Oh, won't he be happy to-night, though! Wish it was I! No! I don't neither; it's a sin to covet.': [220, 631, 389, 668]
- paragraph: He first went and bought a quarter of a pound of tea, a pound of sugar, and a loaf of meal, from Nutt's general shop, for Hannah; and leaving them there until he should have got through his work, he went around the village and wafered up his twelve posters at various conspicuous points on fences, walls, pumps, trees, etc.: [757, 884, 926, 939]
